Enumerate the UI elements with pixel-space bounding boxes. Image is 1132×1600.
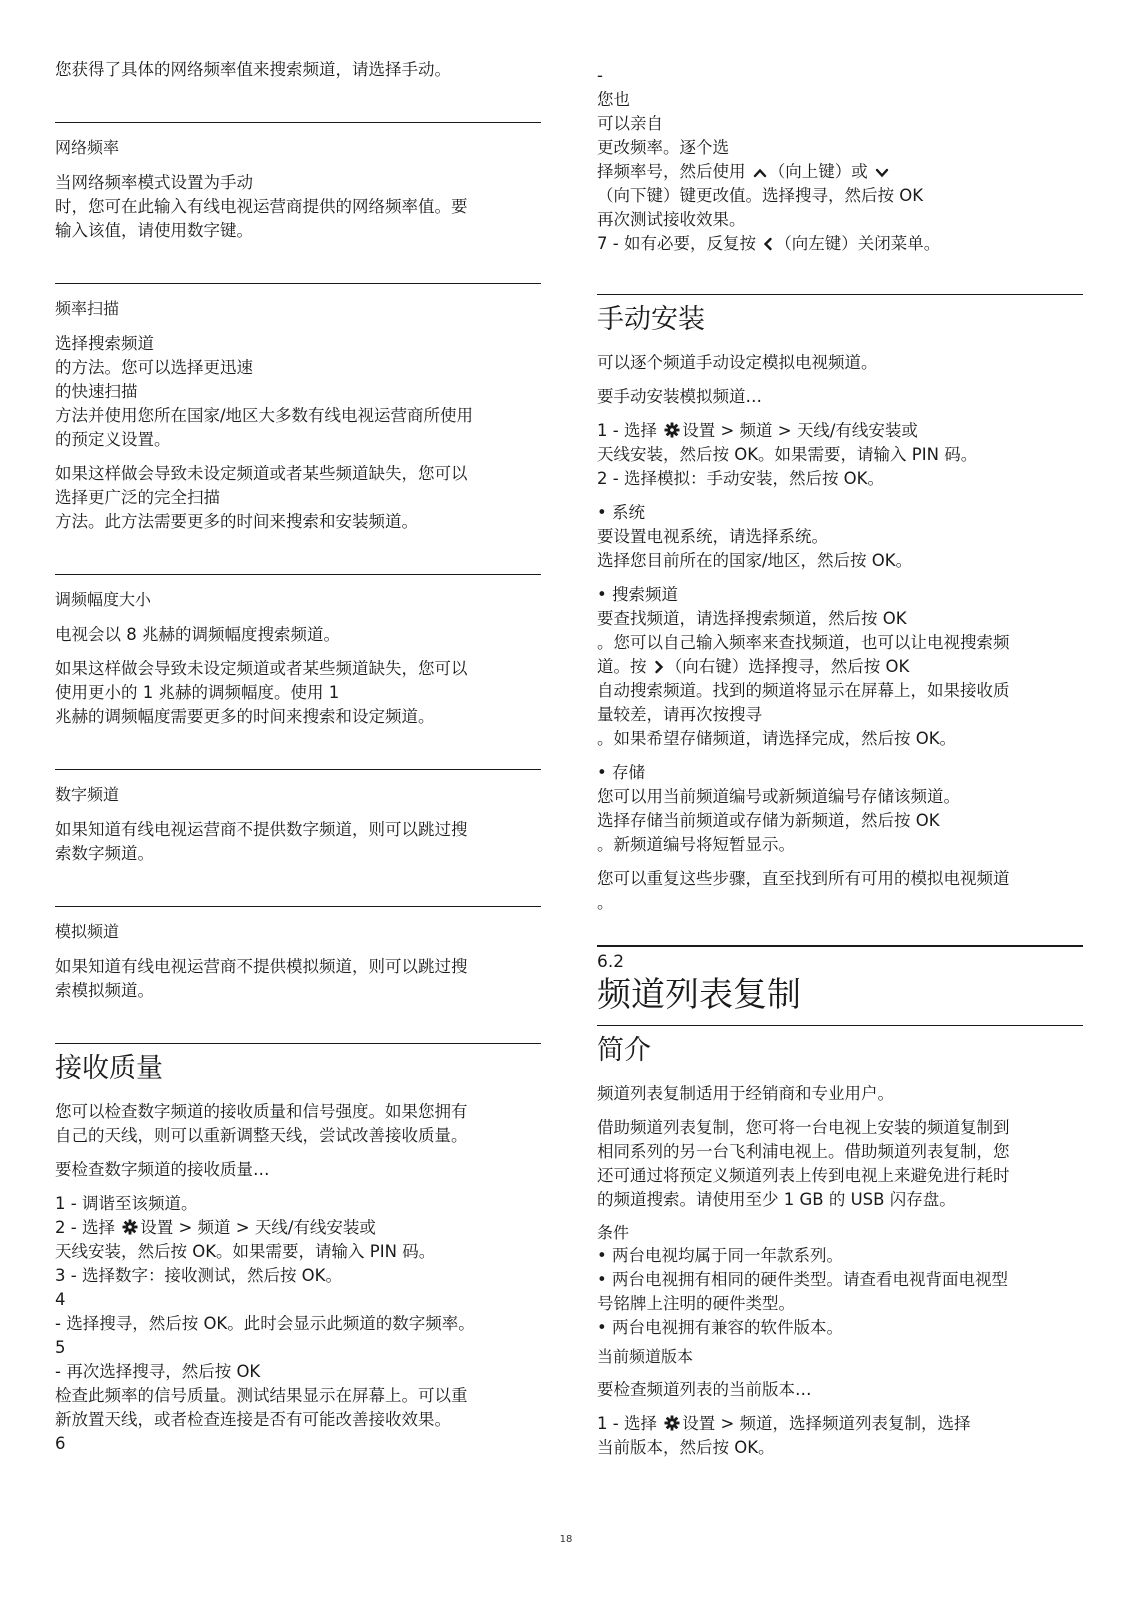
text-line: - bbox=[597, 66, 603, 85]
step-text: （向上键）或 bbox=[768, 162, 868, 181]
text-line: 借助频道列表复制，您可将一台电视上安装的频道复制到 bbox=[597, 1118, 1010, 1137]
version-step-1 bbox=[597, 1412, 1083, 1436]
text-line: 再次测试接收效果。 bbox=[597, 210, 746, 229]
text-line: 更改频率。逐个选 bbox=[597, 138, 729, 157]
step-text: （向右键）选择搜寻，然后按 OK bbox=[665, 657, 910, 676]
condition-item: • 两台电视拥有兼容的软件版本。 bbox=[597, 1318, 843, 1337]
text-line: 如果这样做会导致未设定频道或者某些频道缺失，您可以 bbox=[55, 659, 468, 678]
divider bbox=[55, 769, 541, 770]
text-line: 频道列表复制适用于经销商和专业用户。 bbox=[597, 1084, 894, 1103]
text-line: 。新频道编号将短暂显示。 bbox=[597, 835, 795, 854]
step-text: 1 - 选择 bbox=[597, 1414, 657, 1433]
step-text: 1 - 选择 bbox=[597, 421, 657, 440]
digital-channels-heading: 数字频道 bbox=[55, 785, 120, 804]
text-line: 要查找频道，请选择搜索频道，然后按 OK bbox=[597, 609, 907, 628]
step-3: 3 - 选择数字：接收测试，然后按 OK。 bbox=[55, 1266, 342, 1285]
digital-channels-body bbox=[55, 818, 541, 866]
store-bullet: • 存储 bbox=[597, 763, 645, 782]
divider bbox=[55, 122, 541, 123]
step-text: 设置 > 频道，选择频道列表复制，选择 bbox=[682, 1414, 971, 1433]
text-line: 索数字频道。 bbox=[55, 844, 154, 863]
text-line: 索模拟频道。 bbox=[55, 981, 154, 1000]
text-line: 新放置天线，或者检查连接是否有可能改善接收效果。 bbox=[55, 1410, 451, 1429]
current-version-heading: 当前频道版本 bbox=[597, 1347, 694, 1366]
page-number: 18 bbox=[559, 1534, 573, 1545]
network-frequency-body bbox=[55, 171, 541, 243]
text-line: 自动搜索频道。找到的频道将显示在屏幕上，如果接收质 bbox=[597, 681, 1010, 700]
analog-channels-heading: 模拟频道 bbox=[55, 922, 120, 941]
reception-quality-body bbox=[55, 1100, 541, 1456]
step-2 bbox=[55, 1216, 541, 1240]
network-frequency-heading: 网络频率 bbox=[55, 138, 120, 157]
step-size-heading: 调频幅度大小 bbox=[55, 590, 152, 609]
text-line: 的频道搜索。请使用至少 1 GB 的 USB 闪存盘。 bbox=[597, 1190, 956, 1209]
intro-text: 您获得了具体的网络频率值来搜索频道，请选择手动。 bbox=[55, 60, 451, 79]
step-text: 设置 > 频道 > 天线/有线安装或 bbox=[140, 1218, 376, 1237]
conditions-heading: 条件 bbox=[597, 1223, 630, 1242]
text-line: 的快速扫描 bbox=[55, 382, 138, 401]
divider bbox=[55, 283, 541, 284]
step-5-number: 5 bbox=[55, 1338, 66, 1357]
text-line: 您可以用当前频道编号或新频道编号存储该频道。 bbox=[597, 787, 960, 806]
text-line: 要检查频道列表的当前版本… bbox=[597, 1380, 812, 1399]
manual-install-body bbox=[597, 351, 1083, 915]
manual-install-heading: 手动安装 bbox=[597, 304, 705, 335]
chevron-down-icon bbox=[875, 167, 889, 179]
text-line: 您也 bbox=[597, 90, 630, 109]
text-line: 如果知道有线电视运营商不提供模拟频道，则可以跳过搜 bbox=[55, 957, 468, 976]
text-line: 选择更广泛的完全扫描 bbox=[55, 488, 220, 507]
step-text: 设置 > 频道 > 天线/有线安装或 bbox=[682, 421, 918, 440]
text-line: 使用更小的 1 兆赫的调频幅度。使用 1 bbox=[55, 683, 340, 702]
step-2: 2 - 选择模拟：手动安装，然后按 OK。 bbox=[597, 469, 884, 488]
gear-icon bbox=[664, 1415, 680, 1431]
reception-quality-heading: 接收质量 bbox=[55, 1053, 163, 1084]
text-line: 要手动安装模拟频道… bbox=[597, 387, 762, 406]
gear-icon bbox=[664, 422, 680, 438]
intro-body bbox=[597, 1082, 1083, 1460]
section-title: 频道列表复制 bbox=[597, 975, 801, 1015]
text-line: 要设置电视系统，请选择系统。 bbox=[597, 527, 828, 546]
step-7 bbox=[597, 232, 1083, 256]
divider bbox=[597, 294, 1083, 295]
condition-item: • 两台电视拥有相同的硬件类型。请查看电视背面电视型 bbox=[597, 1270, 1008, 1289]
continued-steps bbox=[597, 64, 1083, 256]
text-line: 。如果希望存储频道，请选择完成，然后按 OK。 bbox=[597, 729, 957, 748]
divider bbox=[597, 1025, 1083, 1026]
text-line: 量较差，请再次按搜寻 bbox=[597, 705, 762, 724]
text-line: 可以逐个频道手动设定模拟电视频道。 bbox=[597, 353, 878, 372]
step-text: 2 - 选择 bbox=[55, 1218, 115, 1237]
text-line: 如果知道有线电视运营商不提供数字频道，则可以跳过搜 bbox=[55, 820, 468, 839]
text-line: 天线安装，然后按 OK。如果需要，请输入 PIN 码。 bbox=[597, 445, 978, 464]
text-line: 。 bbox=[597, 893, 614, 912]
step-4-number: 4 bbox=[55, 1290, 66, 1309]
chevron-left-icon bbox=[763, 237, 773, 251]
text-line: 如果这样做会导致未设定频道或者某些频道缺失，您可以 bbox=[55, 464, 468, 483]
left-column bbox=[55, 58, 541, 1456]
section-divider bbox=[597, 945, 1083, 947]
frequency-scan-body bbox=[55, 332, 541, 534]
text-line: （向下键）键更改值。选择搜寻，然后按 OK bbox=[597, 186, 924, 205]
step-4: - 选择搜寻，然后按 OK。此时会显示此频道的数字频率。 bbox=[55, 1314, 475, 1333]
step-6-number: 6 bbox=[55, 1434, 66, 1453]
text-line: 输入该值，请使用数字键。 bbox=[55, 221, 253, 240]
text-line: 天线安装，然后按 OK。如果需要，请输入 PIN 码。 bbox=[55, 1242, 436, 1261]
step-text: （向左键）关闭菜单。 bbox=[775, 234, 941, 253]
step-1: 1 - 调谐至该频道。 bbox=[55, 1194, 198, 1213]
step-text: 7 - 如有必要，反复按 bbox=[597, 234, 756, 253]
divider bbox=[55, 906, 541, 907]
text-line: 方法并使用您所在国家/地区大多数有线电视运营商所使用 bbox=[55, 406, 474, 425]
section-number: 6.2 bbox=[597, 952, 625, 972]
text-line: 可以亲自 bbox=[597, 114, 663, 133]
text-line: 要检查数字频道的接收质量… bbox=[55, 1160, 270, 1179]
chevron-right-icon bbox=[654, 660, 664, 674]
text-line: 号铭牌上注明的硬件类型。 bbox=[597, 1294, 795, 1313]
text-line: 方法。此方法需要更多的时间来搜索和安装频道。 bbox=[55, 512, 418, 531]
text-line: 当网络频率模式设置为手动 bbox=[55, 173, 253, 192]
text-line: 自己的天线，则可以重新调整天线，尝试改善接收质量。 bbox=[55, 1126, 468, 1145]
text-line: 兆赫的调频幅度需要更多的时间来搜索和设定频道。 bbox=[55, 707, 435, 726]
search-bullet: • 搜索频道 bbox=[597, 585, 678, 604]
system-bullet: • 系统 bbox=[597, 503, 645, 522]
step-5: - 再次选择搜寻，然后按 OK bbox=[55, 1362, 261, 1381]
text-line: 相同系列的另一台飞利浦电视上。借助频道列表复制，您 bbox=[597, 1142, 1010, 1161]
step-text: 择频率号，然后使用 bbox=[597, 162, 746, 181]
step-text: 道。按 bbox=[597, 657, 647, 676]
text-line: 还可通过将预定义频道列表上传到电视上来避免进行耗时 bbox=[597, 1166, 1010, 1185]
right-column bbox=[597, 64, 1083, 1460]
divider bbox=[55, 1043, 541, 1044]
text-line: 选择搜索频道 bbox=[55, 334, 154, 353]
gear-icon bbox=[122, 1219, 138, 1235]
text-line: 时，您可在此输入有线电视运营商提供的网络频率值。要 bbox=[55, 197, 468, 216]
analog-channels-body bbox=[55, 955, 541, 1003]
intro-heading: 简介 bbox=[597, 1035, 651, 1066]
step-size-body bbox=[55, 623, 541, 729]
text-line: 选择您目前所在的国家/地区，然后按 OK。 bbox=[597, 551, 913, 570]
text-line: 当前版本，然后按 OK。 bbox=[597, 1438, 775, 1457]
frequency-scan-heading: 频率扫描 bbox=[55, 299, 120, 318]
text-line: 的方法。您可以选择更迅速 bbox=[55, 358, 253, 377]
text-line: 。您可以自己输入频率来查找频道，也可以让电视搜索频 bbox=[597, 633, 1010, 652]
text-line: 电视会以 8 兆赫的调频幅度搜索频道。 bbox=[55, 625, 340, 644]
text-line bbox=[597, 160, 1083, 184]
chevron-up-icon bbox=[753, 167, 767, 179]
text-line: 您可以重复这些步骤，直至找到所有可用的模拟电视频道 bbox=[597, 869, 1010, 888]
text-line: 选择存储当前频道或存储为新频道，然后按 OK bbox=[597, 811, 940, 830]
text-line bbox=[597, 655, 1083, 679]
divider bbox=[55, 574, 541, 575]
condition-item: • 两台电视均属于同一年款系列。 bbox=[597, 1246, 843, 1265]
text-line: 的预定义设置。 bbox=[55, 430, 171, 449]
step-1 bbox=[597, 419, 1083, 443]
text-line: 您可以检查数字频道的接收质量和信号强度。如果您拥有 bbox=[55, 1102, 468, 1121]
text-line: 检查此频率的信号质量。测试结果显示在屏幕上。可以重 bbox=[55, 1386, 468, 1405]
